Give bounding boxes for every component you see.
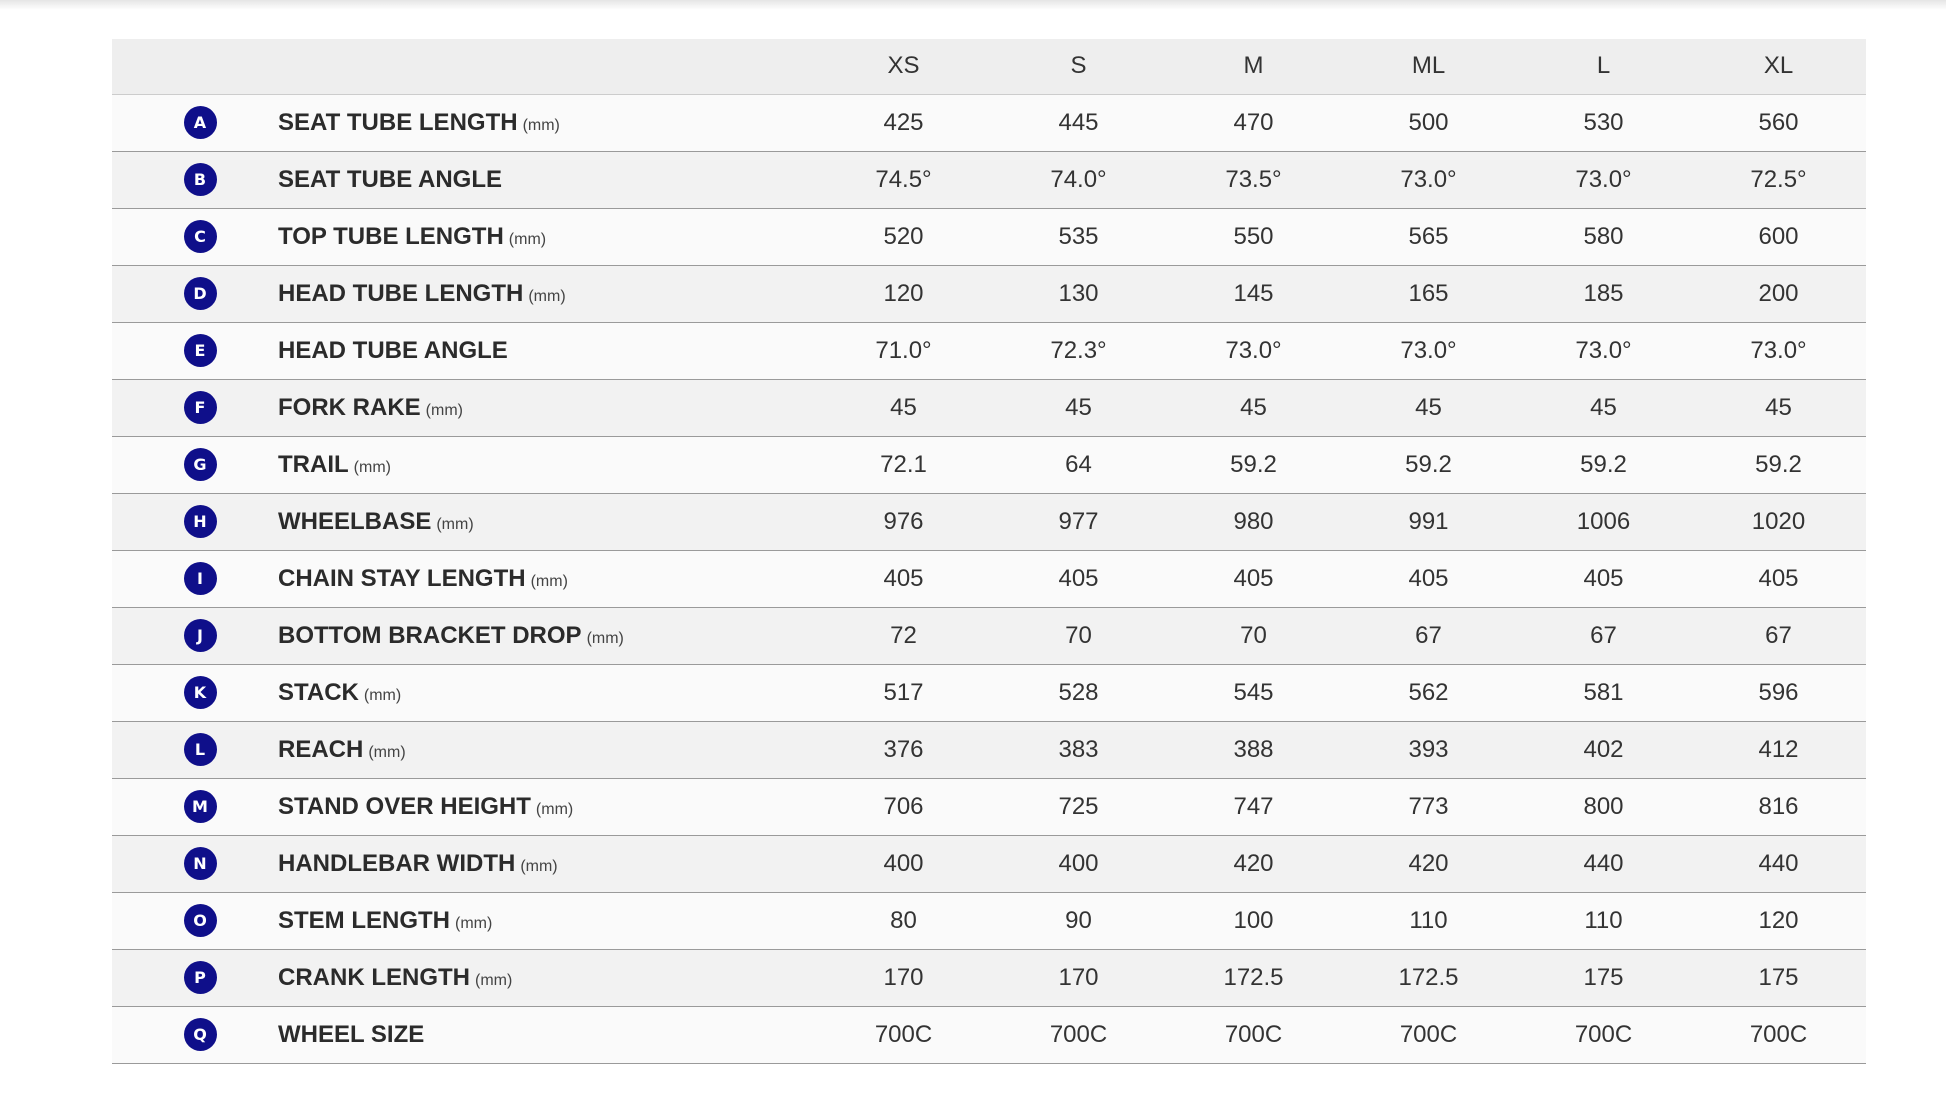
measurement-letter-badge: I	[184, 562, 217, 595]
value-cell: 580	[1583, 222, 1624, 250]
value-cell: 562	[1408, 678, 1449, 706]
value-cell: 425	[883, 108, 924, 136]
measurement-name: HEAD TUBE ANGLE	[278, 336, 508, 364]
measurement-label-cell	[238, 949, 816, 1006]
measurement-letter-badge: J	[184, 619, 217, 652]
value-cell: 700C	[1399, 1020, 1458, 1048]
value-cell: 402	[1583, 735, 1624, 763]
measurement-unit: (mm)	[535, 800, 574, 818]
value-cell: 73.0°	[1225, 336, 1282, 364]
measurement-name: WHEELBASE	[278, 507, 432, 535]
value-cell: 545	[1233, 678, 1274, 706]
header-blank-cell	[238, 39, 816, 94]
value-cell: 45	[890, 393, 917, 421]
measurement-unit: (mm)	[520, 857, 558, 875]
value-cell: 991	[1408, 507, 1449, 535]
value-cell: 73.5°	[1225, 165, 1282, 193]
measurement-name: HANDLEBAR WIDTH	[278, 849, 516, 877]
value-cell: 980	[1233, 507, 1274, 535]
value-cell: 170	[1058, 963, 1099, 991]
letter-cell	[112, 208, 238, 265]
measurement-unit: (mm)	[586, 629, 624, 647]
table-row	[112, 265, 1866, 322]
value-cell: 72.3°	[1050, 336, 1107, 364]
measurement-label-cell	[238, 721, 816, 778]
table-row	[112, 835, 1866, 892]
measurement-letter-badge: D	[184, 277, 217, 310]
measurement-unit: (mm)	[353, 458, 391, 476]
value-cell: 120	[1758, 906, 1799, 934]
value-cell: 550	[1233, 222, 1274, 250]
measurement-name: CHAIN STAY LENGTH	[278, 564, 526, 592]
value-cell: 1020	[1751, 507, 1806, 535]
measurement-name: TOP TUBE LENGTH	[278, 222, 504, 250]
value-cell: 175	[1583, 963, 1624, 991]
measurement-unit: (mm)	[508, 230, 547, 248]
measurement-unit: (mm)	[425, 401, 463, 419]
table-row	[112, 436, 1866, 493]
value-cell: 700C	[1049, 1020, 1108, 1048]
measurement-name: SEAT TUBE ANGLE	[278, 165, 503, 193]
value-cell: 773	[1408, 792, 1449, 820]
measurement-label-cell	[238, 436, 816, 493]
value-cell: 45	[1415, 393, 1442, 421]
value-cell: 67	[1590, 621, 1617, 649]
value-cell: 185	[1583, 279, 1624, 307]
measurement-letter-badge: M	[184, 790, 217, 823]
size-header-ml: ML	[1411, 52, 1446, 80]
size-header-l: L	[1596, 52, 1611, 80]
value-cell: 581	[1583, 678, 1624, 706]
value-cell: 706	[883, 792, 924, 820]
value-cell: 59.2	[1580, 450, 1627, 478]
table-row	[112, 607, 1866, 664]
value-cell: 90	[1065, 906, 1092, 934]
value-cell: 59.2	[1405, 450, 1452, 478]
value-cell: 560	[1758, 108, 1799, 136]
value-cell: 165	[1408, 279, 1449, 307]
value-cell: 700C	[874, 1020, 933, 1048]
value-cell: 72.1	[880, 450, 927, 478]
measurement-letter-badge: E	[184, 334, 217, 367]
measurement-label-cell	[238, 664, 816, 721]
value-cell: 405	[1583, 564, 1624, 592]
value-cell: 376	[883, 735, 924, 763]
measurement-name: CRANK LENGTH	[278, 963, 470, 991]
measurement-letter-badge: L	[184, 733, 217, 766]
value-cell: 110	[1584, 906, 1623, 934]
measurement-name: STEM LENGTH	[278, 906, 450, 934]
value-cell: 445	[1058, 108, 1099, 136]
measurement-name: STACK	[278, 678, 359, 706]
value-cell: 393	[1408, 735, 1449, 763]
value-cell: 565	[1408, 222, 1449, 250]
value-cell: 405	[1233, 564, 1274, 592]
measurement-label-cell	[238, 778, 816, 835]
measurement-label-cell	[238, 607, 816, 664]
table-row	[112, 379, 1866, 436]
letter-cell	[112, 835, 238, 892]
measurement-letter-badge: C	[184, 220, 217, 253]
measurement-unit: (mm)	[522, 116, 560, 134]
measurement-label-cell	[238, 1006, 816, 1063]
measurement-name: WHEEL SIZE	[278, 1020, 425, 1048]
measurement-unit: (mm)	[530, 572, 568, 590]
value-cell: 45	[1590, 393, 1617, 421]
value-cell: 70	[1065, 621, 1092, 649]
value-cell: 73.0°	[1575, 165, 1632, 193]
value-cell: 800	[1583, 792, 1624, 820]
measurement-letter-badge: G	[184, 448, 217, 481]
value-cell: 383	[1058, 735, 1099, 763]
value-cell: 70	[1240, 621, 1267, 649]
measurement-letter-badge: H	[184, 505, 217, 538]
letter-cell	[112, 322, 238, 379]
value-cell: 816	[1758, 792, 1799, 820]
value-cell: 528	[1058, 678, 1099, 706]
value-cell: 74.0°	[1050, 165, 1107, 193]
letter-cell	[112, 1006, 238, 1063]
letter-cell	[112, 550, 238, 607]
table-row	[112, 721, 1866, 778]
measurement-name: HEAD TUBE LENGTH	[278, 279, 524, 307]
measurement-label-cell	[238, 550, 816, 607]
value-cell: 405	[883, 564, 924, 592]
value-cell: 976	[883, 507, 924, 535]
value-cell: 64	[1065, 450, 1092, 478]
letter-cell	[112, 265, 238, 322]
top-shadow	[0, 0, 1946, 10]
measurement-letter-badge: Q	[184, 1018, 217, 1051]
size-header-xs: XS	[887, 52, 920, 80]
measurement-label-cell	[238, 379, 816, 436]
value-cell: 71.0°	[875, 336, 932, 364]
value-cell: 700C	[1749, 1020, 1808, 1048]
value-cell: 500	[1408, 108, 1449, 136]
measurement-name: FORK RAKE	[278, 393, 421, 421]
value-cell: 440	[1758, 849, 1799, 877]
value-cell: 145	[1233, 279, 1274, 307]
measurement-letter-badge: P	[184, 961, 217, 994]
table-row	[112, 664, 1866, 721]
measurement-label-cell	[238, 835, 816, 892]
letter-cell	[112, 892, 238, 949]
measurement-unit: (mm)	[475, 971, 513, 989]
table-row	[112, 550, 1866, 607]
header-row	[112, 39, 1866, 94]
value-cell: 535	[1058, 222, 1099, 250]
value-cell: 170	[883, 963, 924, 991]
measurement-label-cell	[238, 151, 816, 208]
value-cell: 72.5°	[1750, 165, 1807, 193]
letter-cell	[112, 664, 238, 721]
value-cell: 520	[883, 222, 924, 250]
value-cell: 45	[1240, 393, 1267, 421]
measurement-label-cell	[238, 208, 816, 265]
size-header-m: M	[1243, 52, 1264, 80]
value-cell: 59.2	[1755, 450, 1802, 478]
value-cell: 73.0°	[1400, 336, 1457, 364]
value-cell: 1006	[1576, 507, 1631, 535]
value-cell: 73.0°	[1575, 336, 1632, 364]
measurement-letter-badge: K	[184, 676, 217, 709]
table-row	[112, 322, 1866, 379]
letter-cell	[112, 778, 238, 835]
measurement-name: STAND OVER HEIGHT	[278, 792, 531, 820]
letter-cell	[112, 94, 238, 151]
size-header-xl: XL	[1763, 52, 1794, 80]
measurement-name: REACH	[278, 735, 364, 763]
letter-cell	[112, 721, 238, 778]
value-cell: 405	[1058, 564, 1099, 592]
value-cell: 59.2	[1230, 450, 1277, 478]
value-cell: 405	[1408, 564, 1449, 592]
value-cell: 388	[1233, 735, 1274, 763]
value-cell: 400	[883, 849, 924, 877]
letter-cell	[112, 379, 238, 436]
value-cell: 700C	[1224, 1020, 1283, 1048]
measurement-unit: (mm)	[368, 743, 406, 761]
value-cell: 440	[1583, 849, 1624, 877]
measurement-unit: (mm)	[363, 686, 402, 704]
geometry-table	[112, 39, 1866, 1064]
letter-cell	[112, 493, 238, 550]
value-cell: 100	[1233, 906, 1274, 934]
measurement-letter-badge: N	[184, 847, 217, 880]
table-row	[112, 778, 1866, 835]
value-cell: 600	[1758, 222, 1799, 250]
value-cell: 200	[1758, 279, 1799, 307]
size-header-s: S	[1070, 52, 1087, 80]
value-cell: 420	[1233, 849, 1274, 877]
measurement-name: TRAIL	[278, 450, 349, 478]
value-cell: 400	[1058, 849, 1099, 877]
value-cell: 412	[1758, 735, 1799, 763]
measurement-label-cell	[238, 322, 816, 379]
value-cell: 700C	[1574, 1020, 1633, 1048]
value-cell: 74.5°	[875, 165, 932, 193]
table-body	[112, 94, 1866, 1063]
measurement-label-cell	[238, 265, 816, 322]
measurement-label-cell	[238, 892, 816, 949]
table-row	[112, 208, 1866, 265]
measurement-letter-badge: A	[184, 106, 217, 139]
letter-cell	[112, 436, 238, 493]
value-cell: 405	[1758, 564, 1799, 592]
value-cell: 80	[890, 906, 917, 934]
measurement-name: BOTTOM BRACKET DROP	[278, 621, 582, 649]
header-blank-cell	[112, 39, 238, 94]
value-cell: 72	[890, 621, 917, 649]
table-header	[112, 39, 1866, 94]
table-row	[112, 151, 1866, 208]
value-cell: 420	[1408, 849, 1449, 877]
measurement-label-cell	[238, 94, 816, 151]
table-row	[112, 94, 1866, 151]
measurement-label-cell	[238, 493, 816, 550]
letter-cell	[112, 949, 238, 1006]
table-row	[112, 493, 1866, 550]
value-cell: 470	[1233, 108, 1274, 136]
value-cell: 130	[1058, 279, 1099, 307]
value-cell: 120	[883, 279, 924, 307]
table-row	[112, 892, 1866, 949]
value-cell: 110	[1409, 906, 1448, 934]
measurement-unit: (mm)	[455, 914, 493, 932]
value-cell: 45	[1765, 393, 1792, 421]
value-cell: 67	[1765, 621, 1792, 649]
measurement-name: SEAT TUBE LENGTH	[278, 108, 518, 136]
value-cell: 175	[1758, 963, 1799, 991]
letter-cell	[112, 151, 238, 208]
value-cell: 172.5	[1223, 963, 1284, 991]
value-cell: 517	[883, 678, 924, 706]
value-cell: 172.5	[1398, 963, 1459, 991]
value-cell: 45	[1065, 393, 1092, 421]
measurement-letter-badge: B	[184, 163, 217, 196]
letter-cell	[112, 607, 238, 664]
value-cell: 596	[1758, 678, 1799, 706]
table-row	[112, 1006, 1866, 1063]
value-cell: 73.0°	[1400, 165, 1457, 193]
value-cell: 530	[1583, 108, 1624, 136]
measurement-unit: (mm)	[436, 515, 474, 533]
table-row	[112, 949, 1866, 1006]
value-cell: 73.0°	[1750, 336, 1807, 364]
value-cell: 977	[1058, 507, 1099, 535]
measurement-unit: (mm)	[528, 287, 566, 305]
value-cell: 67	[1415, 621, 1442, 649]
measurement-letter-badge: F	[184, 391, 217, 424]
value-cell: 725	[1058, 792, 1099, 820]
measurement-letter-badge: O	[184, 904, 217, 937]
value-cell: 747	[1233, 792, 1274, 820]
